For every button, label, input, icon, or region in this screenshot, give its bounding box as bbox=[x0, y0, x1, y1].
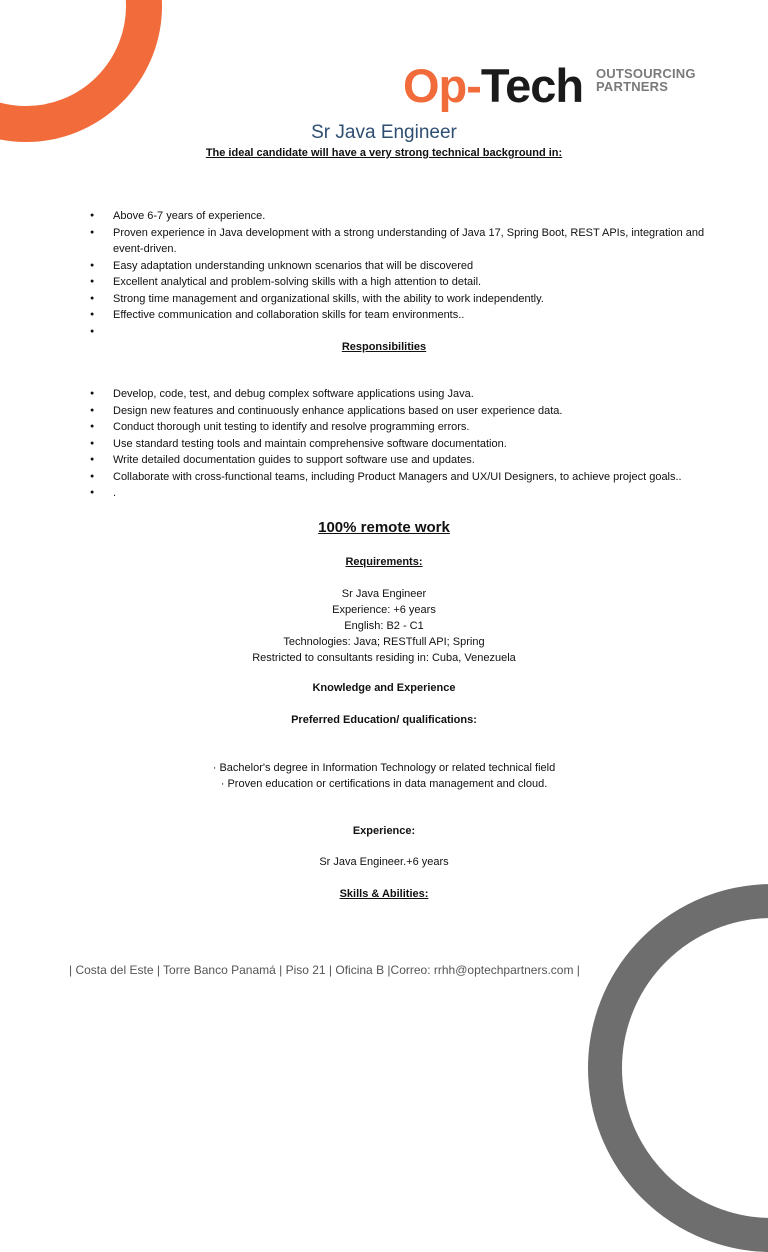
requirement-line: English: B2 - C1 bbox=[344, 620, 424, 632]
responsibilities-heading: Responsibilities bbox=[341, 341, 427, 353]
requirement-line: Sr Java Engineer bbox=[341, 588, 427, 600]
page-title: Sr Java Engineer bbox=[311, 122, 457, 143]
list-item: ● Easy adaptation understanding unknown scenarios that will be discovered bbox=[113, 258, 713, 275]
logo-tech: Tech bbox=[480, 59, 584, 112]
list-item: ● Use standard testing tools and maintain comprehensive software documentation. bbox=[113, 436, 713, 453]
intro-heading: The ideal candidate will have a very strong technical background in: bbox=[205, 147, 563, 159]
education-line: · Proven education or certifications in data management and cloud. bbox=[220, 778, 548, 790]
requirement-line: Technologies: Java; RESTfull API; Spring bbox=[283, 636, 485, 648]
list-item bbox=[113, 324, 713, 341]
skills-abilities-heading: Skills & Abilities: bbox=[339, 888, 429, 900]
experience-heading: Experience: bbox=[352, 825, 416, 837]
list-item: ● . bbox=[113, 485, 713, 502]
skills-list bbox=[113, 208, 713, 340]
list-item: ● Strong time management and organizational skills, with the ability to work independently. bbox=[113, 291, 713, 308]
requirement-line: Restricted to consultants residing in: Cuba, Venezuela bbox=[252, 652, 516, 664]
footer-contact: | Costa del Este | Torre Banco Panamá | Piso 21 | Oficina B |Correo: rrhh@optechpartners.com | bbox=[69, 963, 580, 977]
experience-text: Sr Java Engineer.+6 years bbox=[319, 856, 449, 868]
list-item: ● Proven experience in Java development with a strong understanding of Java 17, Spring Boot, REST APIs, integration and event-driven. bbox=[113, 225, 713, 258]
logo-sub-line2: PARTNERS bbox=[596, 79, 669, 94]
list-item: ● Develop, code, test, and debug complex software applications using Java. bbox=[113, 386, 713, 403]
list-item: ● Effective communication and collaboration skills for team environments.. bbox=[113, 307, 713, 324]
requirement-line: Experience: +6 years bbox=[332, 604, 436, 616]
list-item: ● Excellent analytical and problem-solving skills with a high attention to detail. bbox=[113, 274, 713, 291]
logo-op: Op- bbox=[403, 59, 481, 112]
requirements-heading: Requirements: bbox=[345, 556, 423, 568]
list-item: ● Design new features and continuously enhance applications based on user experience data. bbox=[113, 403, 713, 420]
list-item: ● Collaborate with cross-functional teams, including Product Managers and UX/UI Designers, to achieve project goals.. bbox=[113, 469, 713, 486]
knowledge-heading: Knowledge and Experience bbox=[312, 682, 456, 694]
list-item: ● Conduct thorough unit testing to identify and resolve programming errors. bbox=[113, 419, 713, 436]
remote-work-heading: 100% remote work bbox=[318, 519, 450, 536]
gray-arc-decoration bbox=[588, 884, 768, 1252]
list-item: ● Write detailed documentation guides to support software use and updates. bbox=[113, 452, 713, 469]
logo-sub-line1: OUTSOURCING bbox=[596, 66, 696, 81]
education-line: · Bachelor's degree in Information Technology or related technical field bbox=[212, 762, 556, 774]
list-item: ● Above 6-7 years of experience. bbox=[113, 208, 713, 225]
responsibilities-list bbox=[113, 386, 713, 502]
education-heading: Preferred Education/ qualifications: bbox=[291, 714, 477, 726]
